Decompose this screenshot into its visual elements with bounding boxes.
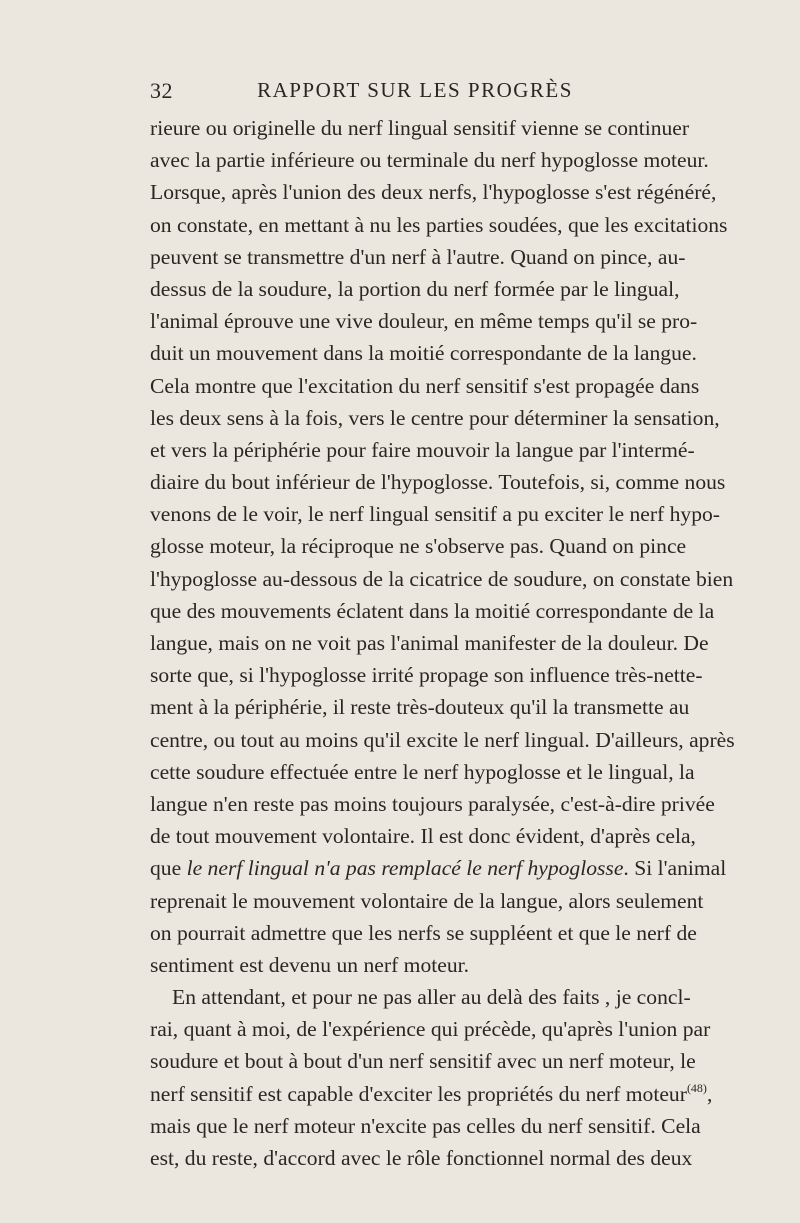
text-line: duit un mouvement dans la moitié correspondante de la langue.: [150, 341, 697, 366]
text-line: avec la partie inférieure ou terminale du nerf hypoglosse moteur.: [150, 148, 709, 173]
text-line-with-note: [150, 1078, 713, 1110]
text-line: cette soudure effectuée entre le nerf hypoglosse et le lingual, la: [150, 759, 695, 784]
text-fragment: nerf sensitif est capable d'exciter les propriétés du nerf moteur: [150, 1081, 687, 1106]
text-line: on constate, en mettant à nu les parties soudées, que les excitations: [150, 212, 728, 237]
italic-phrase: le nerf lingual n'a pas remplacé le nerf hypoglosse: [186, 856, 624, 881]
page-header: [150, 78, 680, 108]
page-number: 32: [150, 78, 173, 103]
text-line: Cela montre que l'excitation du nerf sensitif s'est propagée dans: [150, 373, 700, 398]
text-line: diaire du bout inférieur de l'hypoglosse. Toutefois, si, comme nous: [150, 470, 726, 495]
text-line: centre, ou tout au moins qu'il excite le nerf lingual. D'ailleurs, après: [150, 727, 735, 752]
text-line: langue, mais on ne voit pas l'animal manifester de la douleur. De: [150, 631, 709, 655]
text-line: les deux sens à la fois, vers le centre pour déterminer la sensation,: [150, 405, 720, 430]
text-line: mais que le nerf moteur n'excite pas celles du nerf sensitif. Cela: [150, 1113, 701, 1138]
running-head: RAPPORT SUR LES PROGRÈS: [257, 78, 573, 102]
text-fragment: ,: [706, 1081, 713, 1106]
text-line: ment à la périphérie, il reste très-douteux qu'il la transmette au: [150, 695, 690, 720]
text-line: rieure ou originelle du nerf lingual sensitif vienne se continuer: [150, 116, 690, 140]
text-line: venons de le voir, le nerf lingual sensitif a pu exciter le nerf hypo-: [150, 502, 720, 527]
text-line: est, du reste, d'accord avec le rôle fonctionnel normal des deux: [150, 1146, 693, 1170]
text-line: dessus de la soudure, la portion du nerf formée par le lingual,: [150, 276, 680, 301]
footnote-reference[interactable]: (48): [686, 1080, 707, 1095]
body-text: [150, 112, 735, 1174]
text-line-with-italic: [150, 852, 727, 884]
paragraph-first-line: En attendant, et pour ne pas aller au delà des faits , je concl-: [172, 985, 691, 1010]
paragraph-last-line: sentiment est devenu un nerf moteur.: [150, 952, 470, 977]
text-fragment: que: [150, 856, 187, 881]
text-line: soudure et bout à bout d'un nerf sensitif avec un nerf moteur, le: [150, 1049, 696, 1074]
text-line: on pourrait admettre que les nerfs se suppléent et que le nerf de: [150, 920, 697, 945]
text-line: l'animal éprouve une vive douleur, en même temps qu'il se pro-: [150, 309, 698, 334]
text-line: peuvent se transmettre d'un nerf à l'autre. Quand on pince, au-: [150, 244, 686, 269]
text-line: reprenait le mouvement volontaire de la langue, alors seulement: [150, 888, 704, 913]
text-line: l'hypoglosse au-dessous de la cicatrice de soudure, on constate bien: [150, 566, 734, 591]
text-line: et vers la périphérie pour faire mouvoir la langue par l'intermé-: [150, 437, 695, 462]
text-line: de tout mouvement volontaire. Il est donc évident, d'après cela,: [150, 824, 696, 849]
text-line: que des mouvements éclatent dans la moitié correspondante de la: [150, 598, 715, 623]
text-line: Lorsque, après l'union des deux nerfs, l'hypoglosse s'est régénéré,: [150, 180, 717, 205]
text-line: langue n'en reste pas moins toujours paralysée, c'est-à-dire privée: [150, 791, 715, 816]
text-line: glosse moteur, la réciproque ne s'observe pas. Quand on pince: [150, 534, 687, 559]
text-line: rai, quant à moi, de l'expérience qui précède, qu'après l'union par: [150, 1017, 711, 1042]
text-line: sorte que, si l'hypoglosse irrité propage son influence très-nette-: [150, 663, 703, 688]
text-fragment: . Si l'animal: [623, 856, 727, 881]
